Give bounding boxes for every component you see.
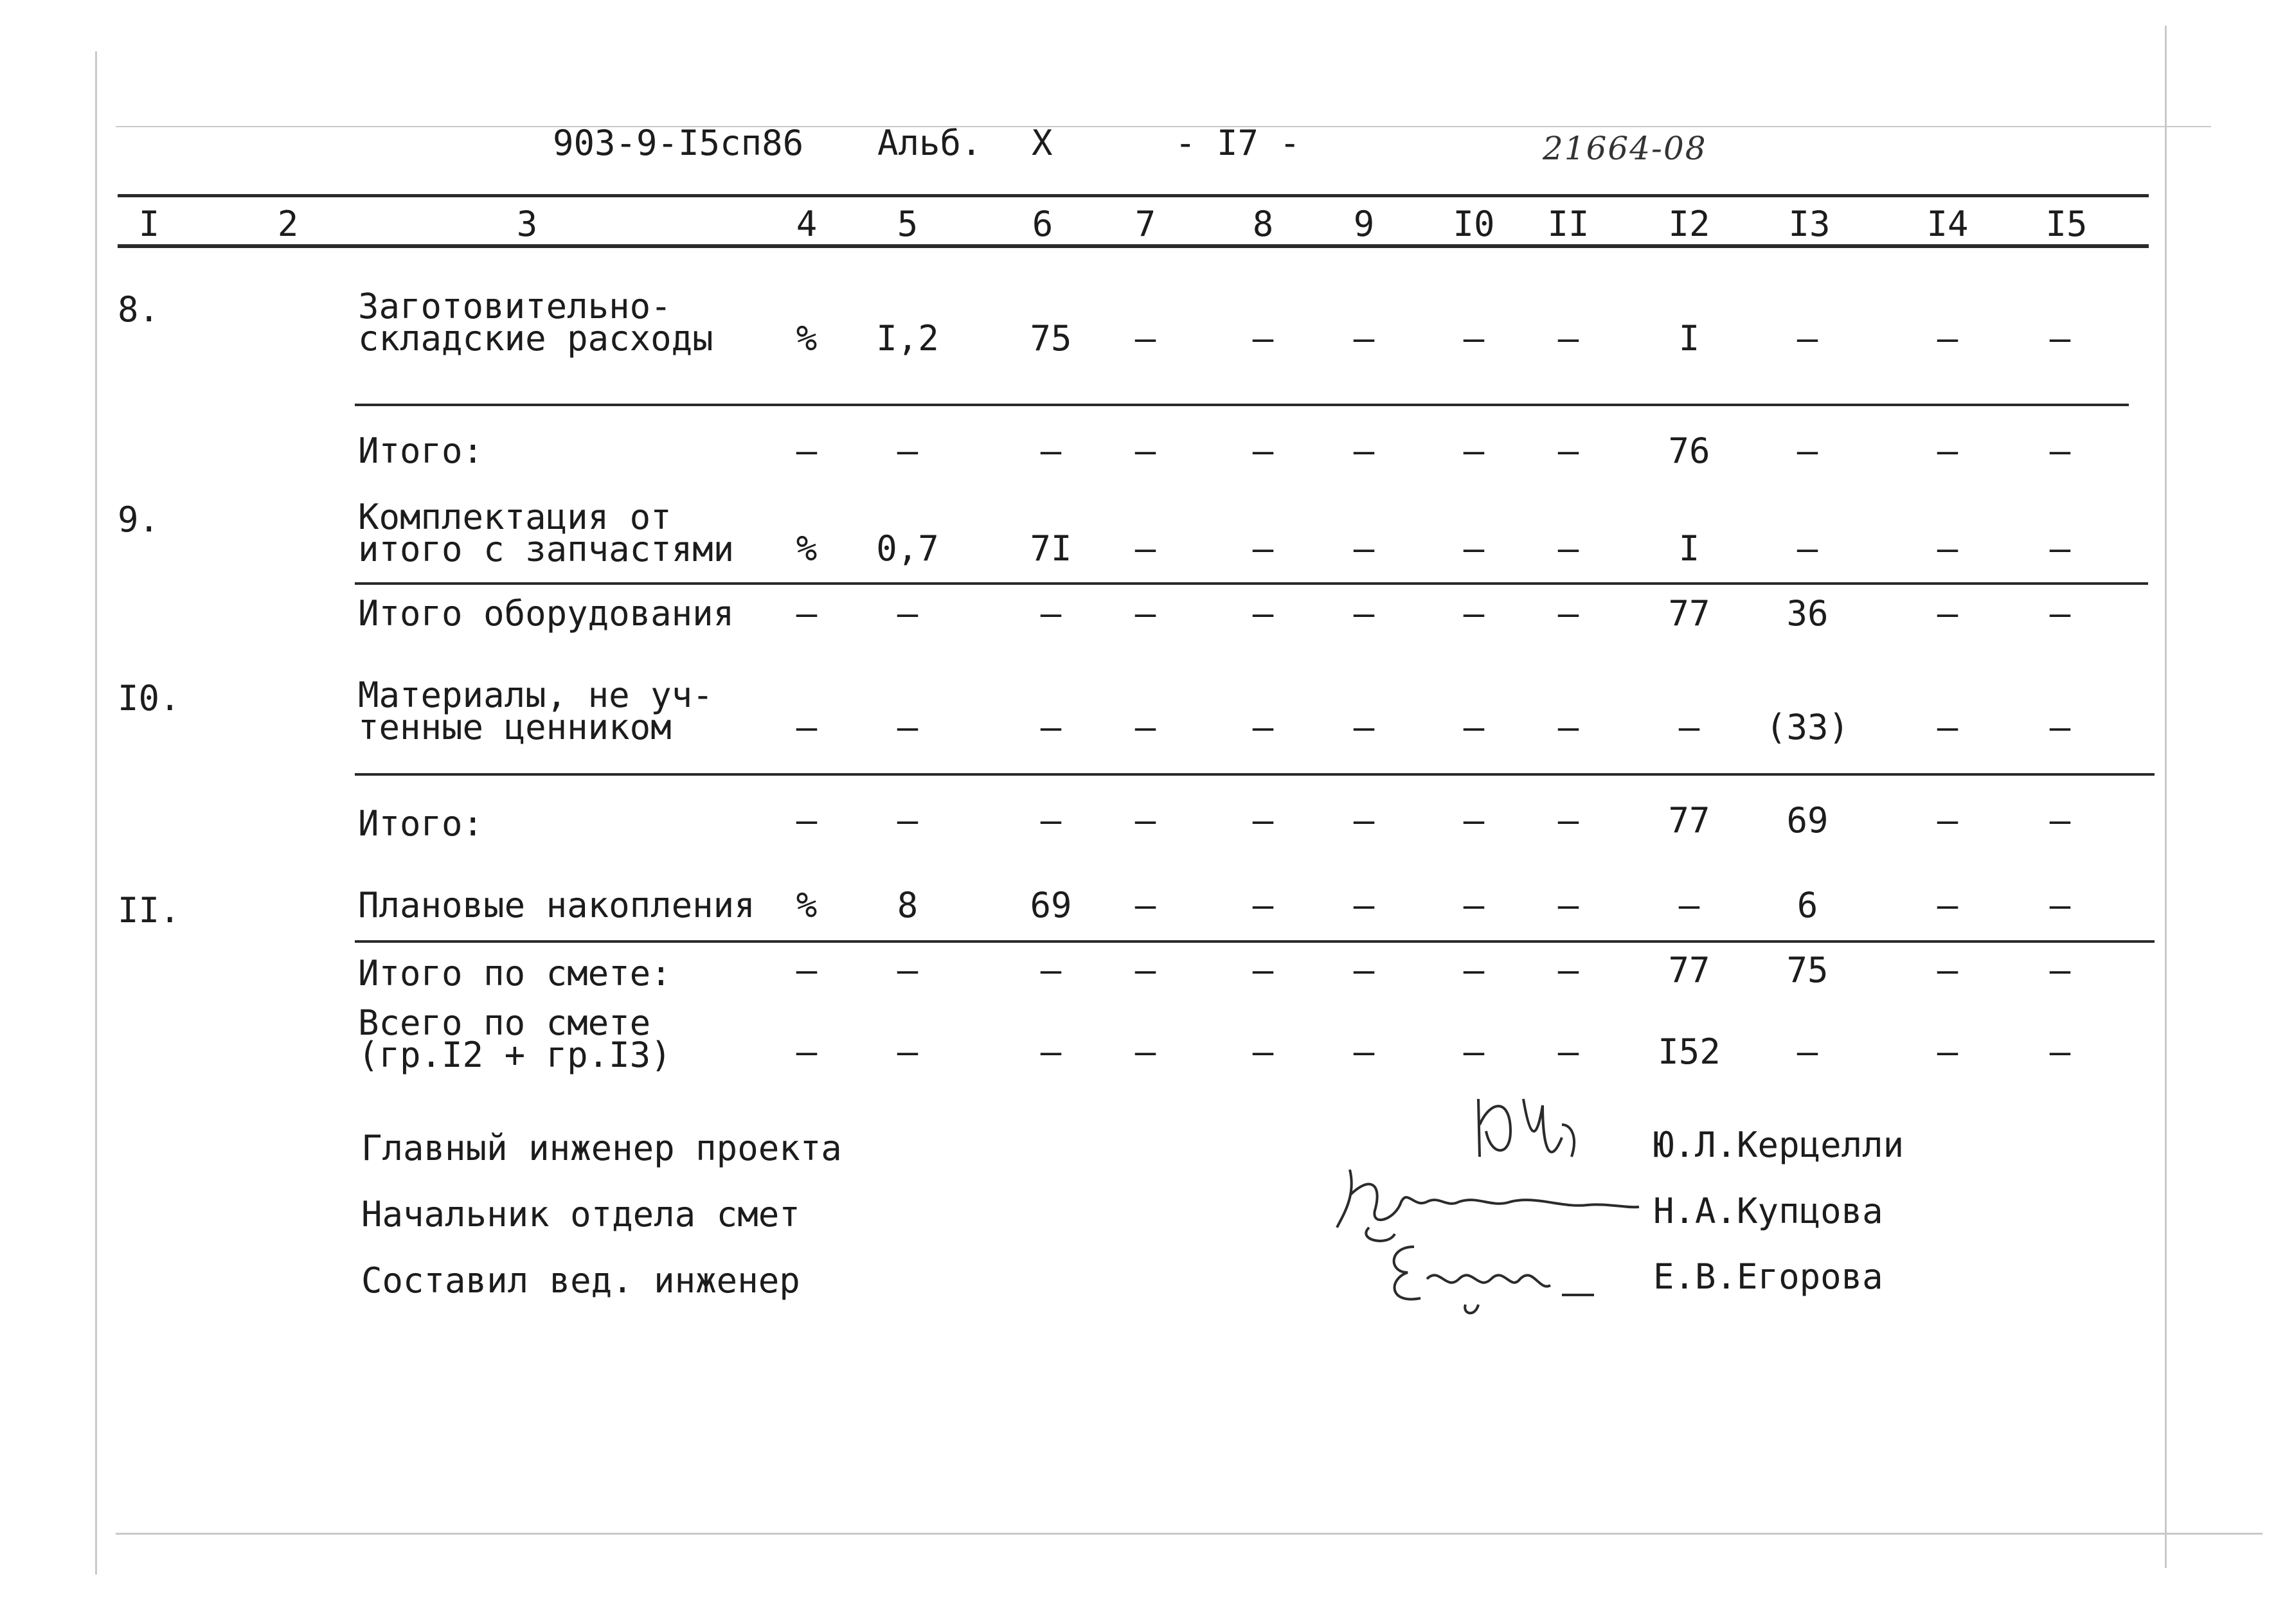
cell-value: – — [897, 950, 918, 990]
cell-value: – — [1797, 431, 1818, 471]
cell-value: – — [1463, 528, 1485, 569]
cell-value: – — [1040, 1031, 1062, 1072]
column-header: 7 — [1134, 204, 1156, 244]
cell-value: – — [1252, 593, 1274, 634]
row-label: Заготовительно- — [358, 286, 672, 326]
handwritten-signature-3 — [1382, 1234, 1600, 1317]
cell-value: – — [1353, 885, 1375, 925]
cell-value: – — [1937, 528, 1958, 569]
column-header: 4 — [796, 204, 818, 244]
column-header-rule — [118, 244, 2149, 248]
cell-value: % — [796, 318, 818, 359]
cell-value: – — [1937, 800, 1958, 841]
cell-value: % — [796, 885, 818, 925]
column-header: 3 — [516, 204, 538, 244]
cell-value: – — [1557, 528, 1579, 569]
cell-value: – — [1353, 950, 1375, 990]
cell-value: 6 — [1797, 885, 1818, 925]
cell-value: 7I — [1030, 528, 1072, 569]
row-number: 9. — [118, 499, 160, 540]
column-header: 8 — [1252, 204, 1274, 244]
row-number: II. — [118, 890, 181, 931]
cell-value: – — [1040, 707, 1062, 747]
cell-value: – — [2049, 885, 2071, 925]
cell-value: – — [1134, 950, 1156, 990]
column-header: 2 — [277, 204, 299, 244]
row-label: Итого: — [358, 431, 484, 471]
row-label: Комплектация от — [358, 497, 672, 537]
signature-title: Главный инженер проекта — [361, 1128, 842, 1168]
cell-value: – — [1353, 318, 1375, 359]
row-label: Итого по смете: — [358, 953, 672, 994]
row-rule — [355, 582, 2148, 585]
cell-value: – — [1134, 318, 1156, 359]
cell-value: – — [796, 800, 818, 841]
row-rule — [355, 773, 2155, 776]
cell-value: – — [1040, 431, 1062, 471]
cell-value: (33) — [1765, 707, 1850, 747]
signatory-name: Н.А.Купцова — [1653, 1191, 1883, 1231]
cell-value: – — [2049, 431, 2071, 471]
row-label: Всего по смете — [358, 1003, 651, 1043]
signature-title: Составил вед. инженер — [361, 1260, 800, 1301]
row-rule — [355, 940, 2155, 943]
cell-value: – — [796, 1031, 818, 1072]
album-label: Альб. — [877, 123, 982, 163]
cell-value: – — [1252, 528, 1274, 569]
cell-value: – — [796, 707, 818, 747]
cell-value: – — [1678, 885, 1700, 925]
row-label: Плановые накопления — [358, 885, 755, 925]
row-label: Материалы, не уч- — [358, 675, 713, 715]
column-header: 9 — [1353, 204, 1375, 244]
cell-value: – — [1040, 800, 1062, 841]
cell-value: I — [1678, 318, 1700, 359]
cell-value: – — [1557, 885, 1579, 925]
cell-value: – — [1353, 431, 1375, 471]
cell-value: – — [1134, 800, 1156, 841]
cell-value: – — [1134, 1031, 1156, 1072]
cell-value: – — [897, 431, 918, 471]
cell-value: – — [1937, 431, 1958, 471]
cell-value: I,2 — [876, 318, 939, 359]
column-header: I4 — [1926, 204, 1969, 244]
cell-value: – — [1463, 1031, 1485, 1072]
cell-value: – — [897, 800, 918, 841]
row-label: (гр.I2 + гр.I3) — [358, 1035, 672, 1075]
cell-value: – — [1557, 800, 1579, 841]
cell-value: 69 — [1030, 885, 1072, 925]
cell-value: – — [1678, 707, 1700, 747]
cell-value: – — [1252, 1031, 1274, 1072]
cell-value: – — [1937, 318, 1958, 359]
row-number: I0. — [118, 678, 181, 718]
cell-value: – — [1797, 528, 1818, 569]
cell-value: – — [1252, 800, 1274, 841]
column-header: 5 — [897, 204, 918, 244]
cell-value: – — [2049, 528, 2071, 569]
row-label: итого с запчастями — [358, 529, 735, 569]
cell-value: – — [1252, 431, 1274, 471]
cell-value: – — [1252, 950, 1274, 990]
column-header: I3 — [1788, 204, 1831, 244]
cell-value: 69 — [1786, 800, 1829, 841]
column-header: II — [1547, 204, 1590, 244]
cell-value: – — [1252, 318, 1274, 359]
cell-value: 77 — [1668, 950, 1710, 990]
cell-value: % — [796, 528, 818, 569]
cell-value: – — [1040, 950, 1062, 990]
cell-value: – — [1252, 885, 1274, 925]
cell-value: – — [1937, 707, 1958, 747]
cell-value: – — [2049, 950, 2071, 990]
column-header: I5 — [2045, 204, 2088, 244]
cell-value: – — [1353, 593, 1375, 634]
column-header: I2 — [1668, 204, 1710, 244]
signatory-name: Ю.Л.Керцелли — [1653, 1125, 1904, 1165]
cell-value: – — [796, 950, 818, 990]
cell-value: – — [1937, 885, 1958, 925]
cell-value: 8 — [897, 885, 918, 925]
cell-value: – — [1463, 800, 1485, 841]
cell-value: I52 — [1658, 1031, 1721, 1072]
cell-value: 0,7 — [876, 528, 939, 569]
cell-value: – — [1134, 885, 1156, 925]
cell-value: – — [2049, 318, 2071, 359]
doc-code: 903-9-I5сп86 — [553, 123, 804, 163]
cell-value: 76 — [1668, 431, 1710, 471]
cell-value: I — [1678, 528, 1700, 569]
cell-value: – — [1463, 593, 1485, 634]
cell-value: – — [1463, 950, 1485, 990]
cell-value: – — [2049, 593, 2071, 634]
cell-value: – — [2049, 1031, 2071, 1072]
column-header: I0 — [1453, 204, 1495, 244]
column-header: 6 — [1032, 204, 1053, 244]
cell-value: – — [1353, 528, 1375, 569]
cell-value: – — [1040, 593, 1062, 634]
row-label: тенные ценником — [358, 707, 672, 747]
cell-value: – — [1463, 431, 1485, 471]
cell-value: 75 — [1786, 950, 1829, 990]
cell-value: – — [1557, 431, 1579, 471]
right-margin-line — [2165, 26, 2167, 1568]
cell-value: 75 — [1030, 318, 1072, 359]
handwritten-signature-2 — [1331, 1157, 1652, 1247]
cell-value: – — [1797, 1031, 1818, 1072]
cell-value: – — [1463, 318, 1485, 359]
column-header: I — [138, 204, 160, 244]
cell-value: – — [1557, 707, 1579, 747]
bottom-margin-line — [116, 1533, 2263, 1535]
cell-value: – — [1557, 318, 1579, 359]
cell-value: – — [1557, 593, 1579, 634]
row-label: складские расходы — [358, 318, 713, 359]
cell-value: – — [796, 431, 818, 471]
cell-value: – — [897, 1031, 918, 1072]
cell-value: – — [1463, 885, 1485, 925]
cell-value: – — [897, 707, 918, 747]
cell-value: – — [1937, 593, 1958, 634]
cell-value: 77 — [1668, 593, 1710, 634]
inventory-number: 21664-08 — [1543, 130, 1707, 167]
cell-value: 77 — [1668, 800, 1710, 841]
cell-value: – — [1353, 1031, 1375, 1072]
signature-title: Начальник отдела смет — [361, 1194, 800, 1235]
cell-value: – — [796, 593, 818, 634]
left-margin-line — [95, 51, 97, 1575]
cell-value: – — [1557, 1031, 1579, 1072]
cell-value: – — [1937, 950, 1958, 990]
cell-value: – — [1134, 593, 1156, 634]
cell-value: – — [1134, 707, 1156, 747]
cell-value: – — [1353, 707, 1375, 747]
row-rule — [355, 404, 2129, 406]
cell-value: – — [2049, 800, 2071, 841]
cell-value: – — [2049, 707, 2071, 747]
top-faint-line — [116, 126, 2211, 127]
row-number: 8. — [118, 289, 160, 330]
cell-value: – — [1353, 800, 1375, 841]
cell-value: – — [897, 593, 918, 634]
cell-value: – — [1557, 950, 1579, 990]
cell-value: – — [1937, 1031, 1958, 1072]
cell-value: 36 — [1786, 593, 1829, 634]
cell-value: – — [1134, 528, 1156, 569]
page-number: - I7 - — [1175, 123, 1301, 163]
cell-value: – — [1134, 431, 1156, 471]
signatory-name: Е.В.Егорова — [1653, 1256, 1883, 1297]
album-number: X — [1032, 123, 1053, 163]
cell-value: – — [1463, 707, 1485, 747]
row-label: Итого: — [358, 803, 484, 844]
cell-value: – — [1797, 318, 1818, 359]
cell-value: – — [1252, 707, 1274, 747]
row-label: Итого оборудования — [358, 593, 735, 634]
table-top-rule — [118, 194, 2149, 197]
